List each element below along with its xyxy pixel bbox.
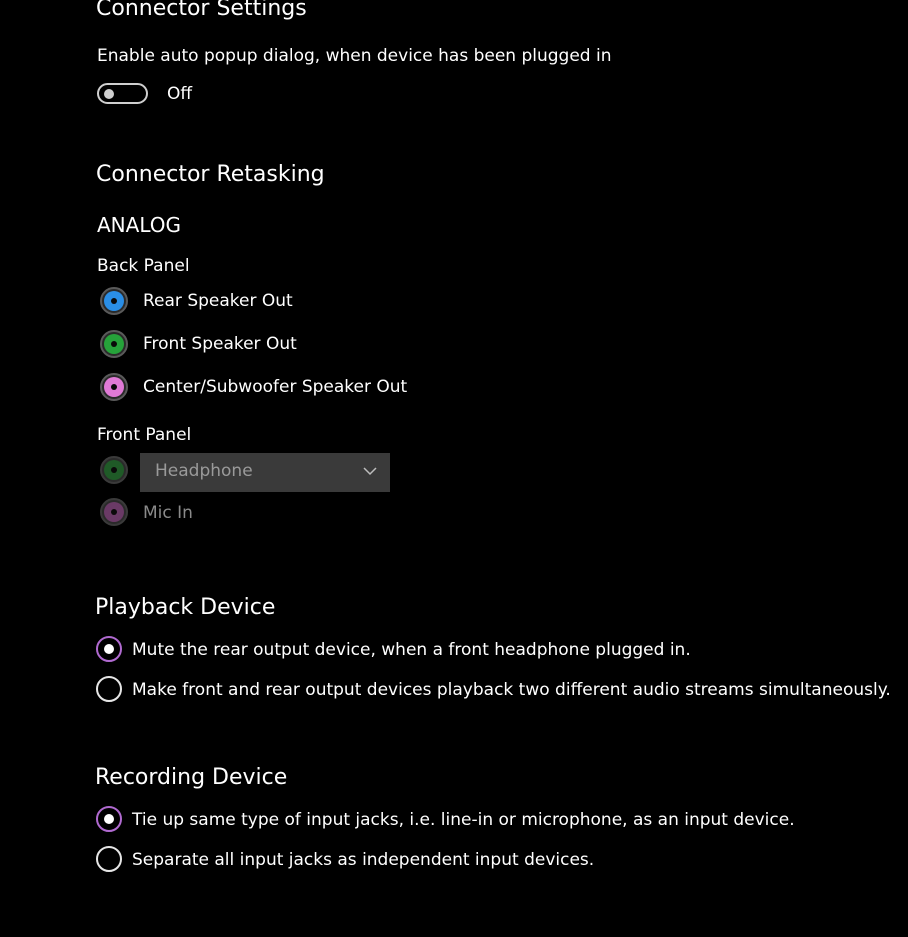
toggle-state-label: Off xyxy=(167,84,193,104)
back-panel-label: Back Panel xyxy=(97,256,190,276)
back-panel-item-center-subwoofer: Center/Subwoofer Speaker Out xyxy=(143,377,408,397)
headphone-dropdown-value: Headphone xyxy=(155,461,253,481)
jack-blue-icon[interactable] xyxy=(100,287,128,315)
headphone-dropdown[interactable] xyxy=(140,453,390,492)
front-panel-label: Front Panel xyxy=(97,425,192,445)
playback-option-mute-radio[interactable] xyxy=(96,636,122,662)
playback-device-title: Playback Device xyxy=(95,595,276,620)
playback-option-mute-label: Mute the rear output device, when a front headphone plugged in. xyxy=(132,640,691,660)
chevron-down-icon xyxy=(362,463,378,483)
back-panel-item-front-speaker: Front Speaker Out xyxy=(143,334,297,354)
jack-pink-icon[interactable] xyxy=(100,373,128,401)
playback-option-separate-label: Make front and rear output devices playback two different audio streams simultaneously. xyxy=(132,680,891,700)
recording-option-separate-radio[interactable] xyxy=(96,846,122,872)
front-panel-mic-label: Mic In xyxy=(143,503,193,523)
connector-settings-title: Connector Settings xyxy=(96,0,307,21)
jack-mic-icon[interactable] xyxy=(100,498,128,526)
radio-dot xyxy=(104,814,114,824)
autopopup-toggle[interactable] xyxy=(97,83,148,104)
recording-option-tieup-label: Tie up same type of input jacks, i.e. line-in or microphone, as an input device. xyxy=(132,810,795,830)
playback-option-separate-radio[interactable] xyxy=(96,676,122,702)
autopopup-label: Enable auto popup dialog, when device has been plugged in xyxy=(97,46,612,66)
radio-dot xyxy=(104,644,114,654)
connector-retasking-title: Connector Retasking xyxy=(96,162,325,187)
jack-green-icon[interactable] xyxy=(100,330,128,358)
back-panel-item-rear-speaker: Rear Speaker Out xyxy=(143,291,293,311)
toggle-knob xyxy=(104,89,114,99)
analog-label: ANALOG xyxy=(97,213,181,237)
recording-option-separate-label: Separate all input jacks as independent input devices. xyxy=(132,850,595,870)
jack-headphone-icon[interactable] xyxy=(100,456,128,484)
recording-device-title: Recording Device xyxy=(95,765,288,790)
recording-option-tieup-radio[interactable] xyxy=(96,806,122,832)
